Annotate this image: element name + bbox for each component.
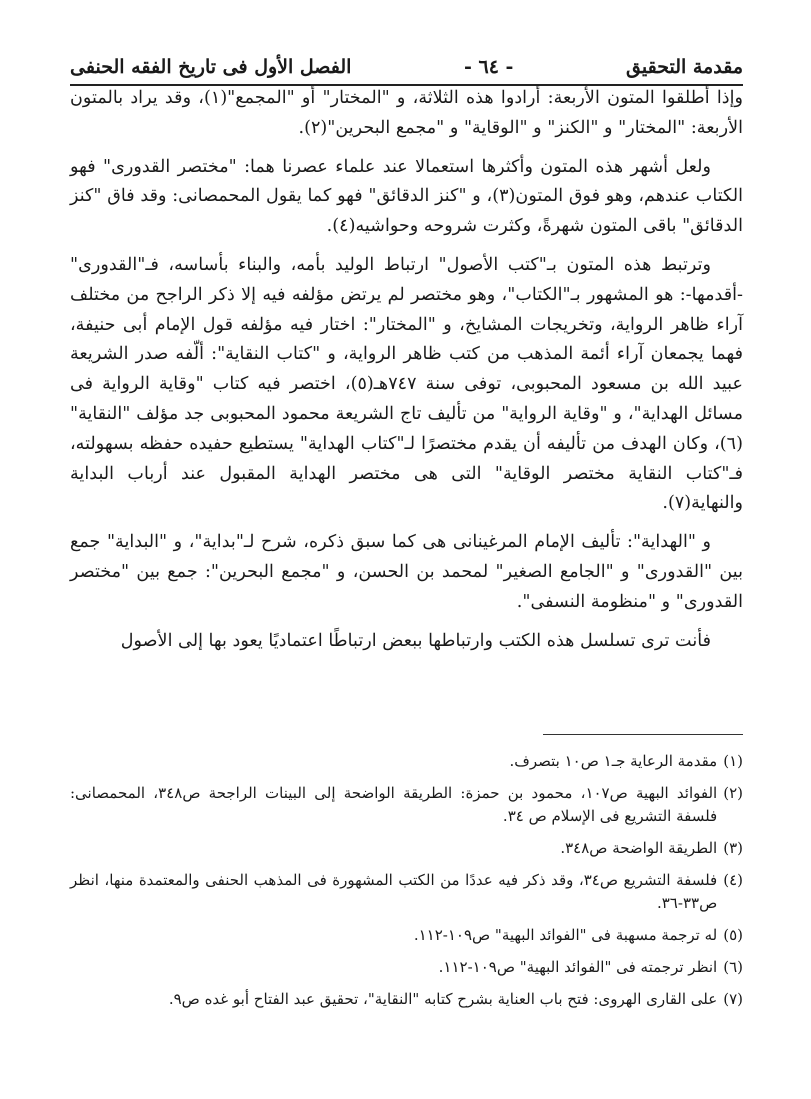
page-number: - ٦٤ - — [464, 56, 514, 78]
footnote-number: (٦) — [723, 958, 743, 976]
footnote-text: على القارى الهروى: فتح باب العناية بشرح كتابه "النقاية"، تحقيق عبد الفتاح أبو غده ص٩. — [168, 990, 718, 1008]
footnote-text: الفوائد البهية ص١٠٧، محمود بن حمزة: الطريقة الواضحة إلى البينات الراجحة ص٣٤٨، المحمصانى: فلسفة التشريع فى الإسلام ص ٣٤. — [70, 784, 718, 825]
running-header — [70, 50, 743, 84]
footnote — [70, 782, 743, 828]
paragraph: و "الهداية": تأليف الإمام المرغينانى هى كما سبق ذكره، شرح لـ"بداية"، و "البداية" جمع بين "القدورى" و "الجامع الصغير" لمحمد بن الحسن، و "مجمع البحرين": جمع بين "مختصر القدورى" و "منظومة النسفى". — [70, 532, 743, 612]
footnote-text: فلسفة التشريع ص٣٤، وقد ذكر فيه عددًا من الكتب المشهورة فى المذهب الحنفى والمعتمدة منها، انظر ص٣٣-٣٦. — [70, 871, 718, 912]
footnote-number: (٧) — [723, 990, 743, 1008]
footnote — [70, 988, 743, 1011]
footnote-number: (٥) — [723, 926, 743, 944]
footnotes — [70, 750, 743, 1020]
footnote-text: انظر ترجمته فى "الفوائد البهية" ص١٠٩-١١٢. — [438, 958, 718, 976]
footnote-text: الطريقة الواضحة ص٣٤٨. — [560, 839, 718, 857]
footnote-divider — [543, 734, 743, 735]
paragraph: ولعل أشهر هذه المتون وأكثرها استعمالا عند علماء عصرنا هما: "مختصر القدورى" فهو الكتاب عندهم، وهو فوق المتون(٣)، و "كنز الدقائق" فهو كما يقول المحمصانى: وقد فاق "كنز الدقائق" باقى المتون شهرةً، وكثرت شروحه وحواشيه(٤). — [70, 156, 744, 237]
header-chapter-title: الفصل الأول فى تاريخ الفقه الحنفى — [70, 56, 352, 78]
main-text — [70, 84, 743, 656]
footnote-text: مقدمة الرعاية جـ١ ص١٠ بتصرف. — [509, 752, 718, 770]
footnote — [70, 956, 743, 979]
paragraph: فأنت ترى تسلسل هذه الكتب وارتباطها ببعض ارتباطًا اعتماديًا يعود بها إلى الأصول — [120, 630, 711, 651]
footnote-number: (١) — [723, 752, 743, 770]
footnote-number: (٢) — [723, 784, 743, 802]
footnote — [70, 924, 743, 947]
footnote-text: له ترجمة مسهبة فى "الفوائد البهية" ص١٠٩-١١٢. — [413, 926, 718, 944]
footnote — [70, 750, 743, 773]
header-book-section: مقدمة التحقيق — [626, 56, 743, 78]
footnote — [70, 837, 743, 860]
paragraph: وإذا أطلقوا المتون الأربعة: أرادوا هذه الثلاثة، و "المختار" أو "المجمع"(١)، وقد يراد بالمتون الأربعة: "المختار" و "الكنز" و "الوقاية" و "مجمع البحرين"(٢). — [70, 88, 743, 138]
footnote-number: (٣) — [723, 839, 743, 857]
paragraph: وترتبط هذه المتون بـ"كتب الأصول" ارتباط الوليد بأمه، والبناء بأساسه، فـ"القدورى" -أقدمها-: هو المشهور بـ"الكتاب"، وهو مختصر لم يرتض مؤلفه فيه إلا ذكر الراجح من مختلف آراء ظاهر الرواية، وتخريجات المشايخ، و "المختار": اختار فيه مؤلفه قول الإمام أبى حنيفة، فهما يجمعان آراء أئمة المذهب من كتب ظاهر الرواية، و "كتاب النقاية": ألّفه صدر الشريعة عبيد الله بن مسعود المحبوبى، توفى سنة ٧٤٧هـ(٥)، اختصر فيه كتاب "وقاية الرواية فى مسائل الهداية"، و "وقاية الرواية" من تأليف تاج الشريعة محمود المحبوبى جد مؤلف "النقاية"(٦)، وكان الهدف من تأليفه أن يقدم مختصرًا لـ"كتاب الهداية" يستطيع حفيده حفظه بسهولته، فـ"كتاب النقاية مختصر الوقاية" التى هى مختصر الهداية المقبول عند أرباب البداية والنهاية(٧). — [70, 254, 743, 514]
footnote-number: (٤) — [723, 871, 743, 889]
footnote — [70, 869, 743, 915]
